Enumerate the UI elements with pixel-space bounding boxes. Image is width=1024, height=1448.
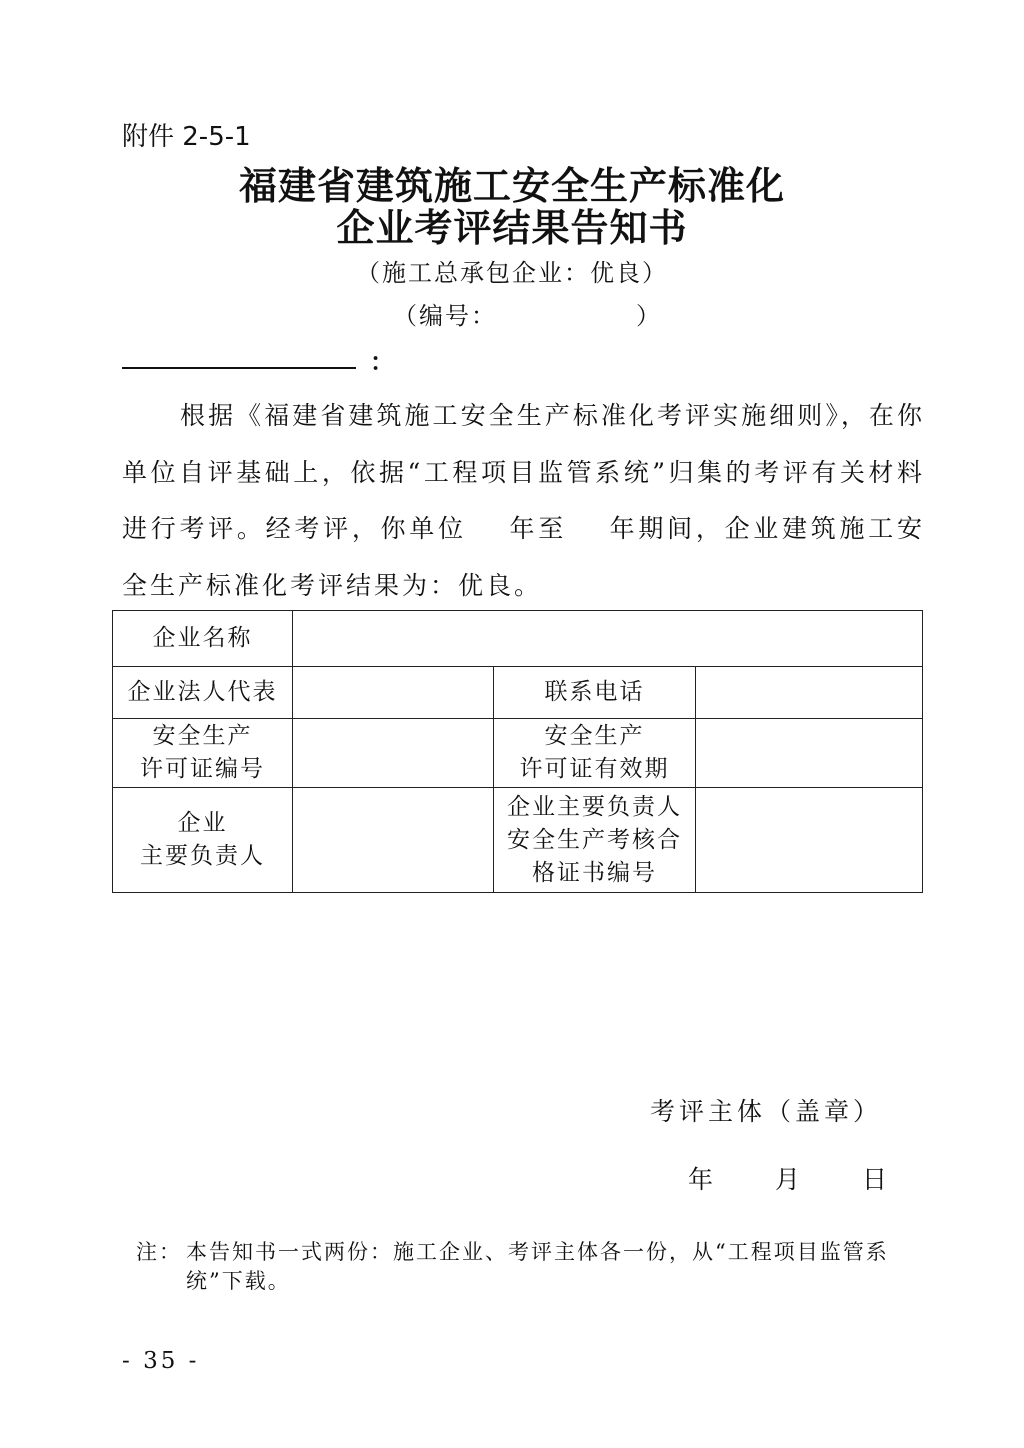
table-row [113,611,923,667]
addressee-colon: ： [370,347,394,376]
footnote-text: 本告知书一式两份：施工企业、考评主体各一份，从“工程项目监管系统”下载。 [186,1240,889,1293]
company-name-label: 企业名称 [113,611,293,667]
phone-label: 联系电话 [494,667,696,719]
license-number-label-line-1: 安全生产 [152,723,253,749]
license-number-cell [293,719,494,788]
footnote-label: 注： [136,1240,182,1264]
phone-cell [696,667,923,719]
license-validity-label-line-1: 安全生产 [544,723,645,749]
table-row [113,788,923,893]
license-validity-label [494,719,696,788]
legal-rep-label: 企业法人代表 [113,667,293,719]
body-text-part-1: 根据《福建省建筑施工安全生产标准化考评实施细则》，在你单位自评基础上，依据“工程项目监管系统”归集的考评有关材料进行考评。经考评，你单位 [122,401,925,543]
license-validity-cell [696,719,923,788]
date-month: 月 [775,1165,801,1194]
attachment-label: 附件 2-5-1 [122,122,251,152]
principal-label-line-2: 主要负责人 [140,843,265,869]
license-number-label [113,719,293,788]
principal-cert-cell [696,788,923,893]
date-day: 日 [862,1165,888,1194]
addressee-blank-line [122,367,356,369]
footnote [136,1238,928,1296]
table-row [113,667,923,719]
document-number-close: ） [636,302,660,330]
company-name-cell [293,611,923,667]
principal-cert-label-line-3: 格证书编号 [532,859,657,886]
document-title-line-2: 企业考评结果告知书 [336,206,688,250]
company-info-table [112,610,923,893]
principal-label [113,788,293,893]
table-row [113,719,923,788]
date-line [688,1160,887,1196]
document-subtitle: （施工总承包企业：优良） [356,259,668,287]
principal-cert-label [494,788,696,893]
principal-label-line-1: 企业 [177,810,228,836]
body-text-part-2: 年期间，企业建筑施工安全生产标准化考评结果为：优良。 [122,514,925,600]
principal-cell [293,788,494,893]
principal-cert-label-line-2: 安全生产考核合 [507,826,682,853]
date-year: 年 [688,1165,714,1194]
document-title-line-1: 福建省建筑施工安全生产标准化 [238,164,785,208]
seal-label: 考评主体（盖章） [650,1097,883,1126]
principal-cert-label-line-1: 企业主要负责人 [507,793,682,820]
license-number-label-line-2: 许可证编号 [140,756,265,782]
page-number: - 35 - [122,1348,200,1374]
license-validity-label-line-2: 许可证有效期 [519,756,670,782]
body-year-from: 年至 [508,514,567,543]
legal-rep-cell [293,667,494,719]
document-number-label: （编号： [393,302,497,330]
body-paragraph [122,388,925,614]
